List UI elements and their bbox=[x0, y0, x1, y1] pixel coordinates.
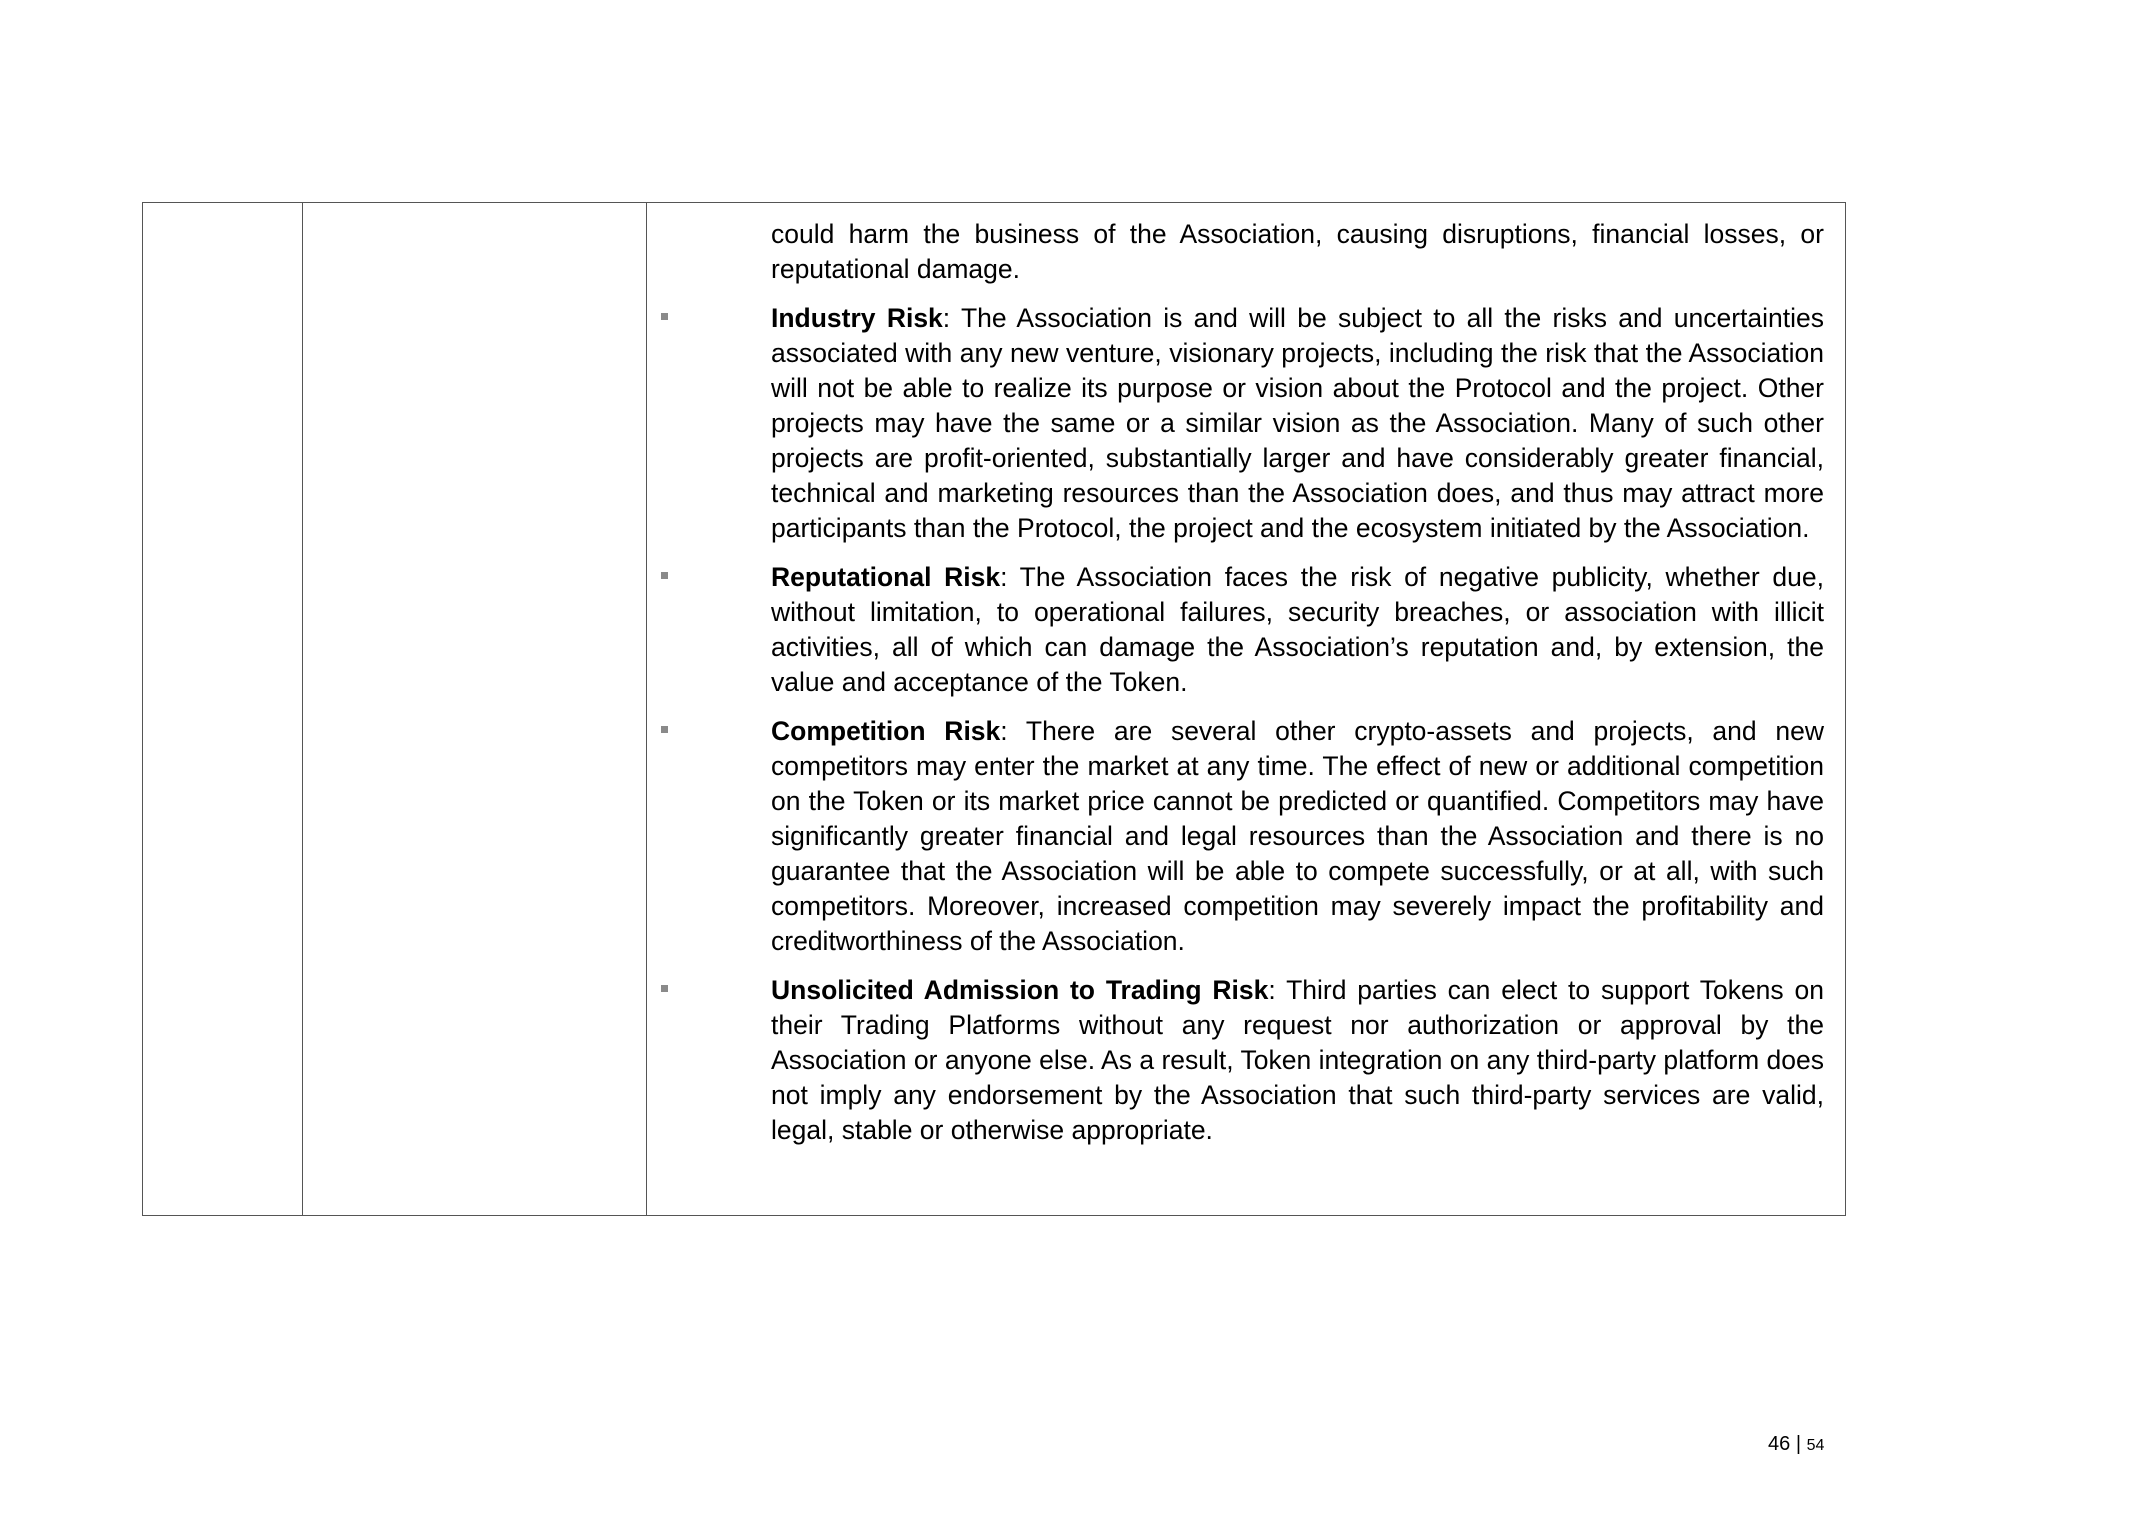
column-divider-1 bbox=[302, 203, 303, 1215]
risk-title: Reputational Risk bbox=[771, 562, 1001, 592]
page-separator: | bbox=[1795, 1433, 1802, 1455]
page-current: 46 bbox=[1768, 1433, 1791, 1455]
risk-text: : Third parties can elect to support Tokens on their Trading Platforms without any request nor authorization or approval by the Association or anyone else. As a result, Token integration on any third-party platform does not imply any endorsement by the Association that such third-party services are valid, legal, stable or otherwise appropriate. bbox=[771, 975, 1824, 1145]
risk-title: Unsolicited Admission to Trading Risk bbox=[771, 975, 1269, 1005]
intro-paragraph: could harm the business of the Association, causing disruptions, financial losses, or reputational damage. bbox=[771, 219, 1824, 284]
square-bullet-icon bbox=[661, 572, 668, 579]
column-divider-2 bbox=[646, 203, 647, 1215]
risk-item-competition bbox=[771, 714, 1824, 959]
risk-title: Industry Risk bbox=[771, 303, 943, 333]
risk-text: : The Association faces the risk of negative publicity, whether due, without limitation, to operational failures, security breaches, or association with illicit activities, all of which can damage the Association’s reputation and, by extension, the value and acceptance of the Token. bbox=[771, 562, 1824, 697]
square-bullet-icon bbox=[661, 985, 668, 992]
risk-item-reputational bbox=[771, 560, 1824, 700]
risk-table bbox=[142, 202, 1846, 1216]
square-bullet-icon bbox=[661, 726, 668, 733]
risk-description-cell bbox=[771, 217, 1824, 1162]
risk-item-industry bbox=[771, 301, 1824, 546]
risk-text: : The Association is and will be subject to all the risks and uncertainties associated with any new venture, visionary projects, including the risk that the Association will not be able to realize its purpose or vision about the Protocol and the project. Other projects may have the same or a similar vision as the Association. Many of such other projects are profit-oriented, substantially larger and have considerably greater financial, technical and marketing resources than the Association does, and thus may attract more participants than the Protocol, the project and the ecosystem initiated by the Association. bbox=[771, 303, 1824, 543]
risk-item-unsolicited-admission bbox=[771, 973, 1824, 1148]
risk-text: : There are several other crypto-assets and projects, and new competitors may enter the market at any time. The effect of new or additional competition on the Token or its market price cannot be predicted or quantified. Competitors may have significantly greater financial and legal resources than the Association and there is no guarantee that the Association will be able to compete successfully, or at all, with such competitors. Moreover, increased competition may severely impact the profitability and creditworthiness of the Association. bbox=[771, 716, 1824, 956]
page-total: 54 bbox=[1806, 1437, 1825, 1454]
square-bullet-icon bbox=[661, 313, 668, 320]
page-number bbox=[1768, 1432, 1824, 1458]
risk-title: Competition Risk bbox=[771, 716, 1001, 746]
